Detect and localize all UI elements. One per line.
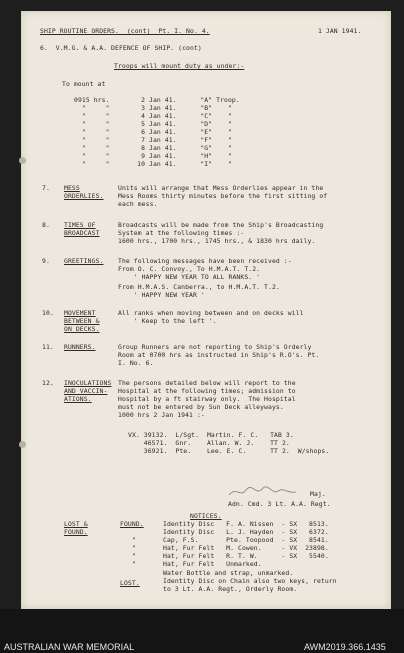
header-title: SHIP ROUTINE ORDERS. (cont) Pt. I. No. 4. (40, 27, 210, 35)
found-item: Hat, Fur Felt M. Cowen. - VX 23898. (163, 544, 329, 552)
person-row: VX. 39132. L/Sgt. Martin. F. C. TAB 3. (128, 431, 294, 439)
lost-found-heading: FOUND. (64, 528, 88, 536)
section-12-text: The persons detailed below will report to the (118, 379, 296, 387)
lost-found-heading: LOST & (64, 520, 88, 528)
archive-footer (0, 609, 404, 653)
section-10-text: ' Keep to the left '. (118, 317, 217, 325)
found-heading: FOUND. (120, 520, 144, 528)
section-9-text: The following messages have been received :- (118, 257, 292, 265)
section-12-heading: INOCULATIONS (64, 379, 112, 387)
section-12-heading: ATIONS. (64, 395, 92, 403)
section-11-text: Group Runners are not reporting to Ship's Orderly (118, 343, 312, 351)
duty-row: " " 4 Jan 41. "C" " (74, 112, 232, 120)
lost-item: Water Bottle and strap, unmarked. (163, 569, 294, 577)
section-10-text: All ranks when moving between and on decks will (118, 309, 304, 317)
section-6-intro: Troops will mount duty as under:- (114, 62, 245, 70)
section-8-text: 1600 hrs., 1700 hrs., 1745 hrs., & 1830 hrs daily. (118, 237, 316, 245)
footer-accession: AWM2019.366.1435 (304, 642, 386, 652)
handwritten-signature (226, 484, 306, 500)
header-date: 1 JAN 1941. (318, 27, 362, 35)
section-11-text: I. No. 6. (118, 359, 154, 367)
found-item: Identity Disc L. J. Hayden - SX 6372. (163, 528, 329, 536)
duty-row: " " 5 Jan 41. "D" " (74, 120, 232, 128)
duty-row: " " 7 Jan 41. "F" " (74, 136, 232, 144)
section-12-text: 1000 hrs 2 Jan 1941 :- (118, 411, 205, 419)
duty-row: " " 9 Jan 41. "H" " (74, 152, 232, 160)
section-12-text: must not be entered by Sun Deck alleyways. (118, 403, 284, 411)
section-6-heading: 6. V.M.G. & A.A. DEFENCE OF SHIP. (cont) (40, 44, 202, 52)
found-item: Cap, F.S. Pte. Toopood - SX 8541. (163, 536, 329, 544)
section-7-text: Units will arrange that Mess Orderlies appear in the (118, 184, 324, 192)
notices-title: NOTICES. (190, 512, 222, 520)
found-item: Identity Disc F. A. Nissen - SX 8513. (163, 520, 329, 528)
punch-hole (19, 441, 26, 448)
section-10-heading: BETWEEN & (64, 317, 100, 325)
person-row: 46571. Gnr. Allan. W. J. TT 2. (128, 439, 290, 447)
section-11-number: 11. (42, 343, 54, 351)
section-9-text: From H.M.A.S. Canberra., to H.M.A.T. T.2. (118, 283, 280, 291)
duty-row: 0915 hrs. 2 Jan 41. "A" Troop. (74, 96, 240, 104)
duty-row: " " 6 Jan 41. "E" " (74, 128, 232, 136)
section-9-text: From O. C. Convoy., To H.M.A.T. T.2. (118, 265, 261, 273)
section-11-text: Room at 0700 hrs as instructed in Ship's R.O's. Pt. (118, 351, 320, 359)
section-9-text: ' HAPPY NEW YEAR TO ALL RANKS. ' (118, 273, 261, 281)
punch-hole (19, 157, 26, 164)
lost-item: Identity Disc on Chain also two keys, return (163, 577, 337, 585)
ditto-mark: " (132, 560, 136, 568)
section-9-text: ' HAPPY NEW YEAR ' (118, 291, 205, 299)
section-7-number: 7. (42, 184, 50, 192)
footer-institution: AUSTRALIAN WAR MEMORIAL (4, 642, 135, 652)
section-8-heading: TIMES OF (64, 221, 96, 229)
section-8-number: 8. (42, 221, 50, 229)
lost-item: to 3 Lt. A.A. Regt., Orderly Room. (163, 585, 298, 593)
section-7-text: each mess. (118, 200, 158, 208)
section-7-text: Mess Rooms thirty minutes before the first sitting of (118, 192, 328, 200)
lost-heading: LOST. (120, 579, 140, 587)
section-11-heading: RUNNERS. (64, 343, 96, 351)
section-10-heading: MOVEMENT (64, 309, 96, 317)
duty-row: " " 10 Jan 41. "I" " (74, 160, 232, 168)
section-8-heading: BROADCAST (64, 229, 100, 237)
section-7-heading: MESS (64, 184, 80, 192)
section-12-text: Hospital by a ft stairway only. The Hospital (118, 395, 296, 403)
section-8-text: System at the following times :- (118, 229, 245, 237)
ditto-mark: " (132, 552, 136, 560)
ditto-mark: " (132, 536, 136, 544)
section-12-text: Hospital at the following times; admission to (118, 387, 296, 395)
section-9-number: 9. (42, 257, 50, 265)
found-item: Hat, Fur Felt Unmarked. (163, 560, 262, 568)
signature-title: Adn. Cmd. 3 Lt. A.A. Regt. (228, 500, 331, 508)
found-item: Hat, Fur Felt R. T. W. - SX 5540. (163, 552, 329, 560)
section-7-heading: ORDERLIES. (64, 192, 104, 200)
section-10-heading: ON DECKS. (64, 325, 100, 333)
section-8-text: Broadcasts will be made from the Ship's Broadcasting (118, 221, 324, 229)
section-10-number: 10. (42, 309, 54, 317)
duty-row: " " 8 Jan 41. "G" " (74, 144, 232, 152)
section-12-heading: AND VACCIN- (64, 387, 108, 395)
person-row: 36921. Pte. Lee. E. C. TT 2. W/shops. (128, 447, 330, 455)
section-12-number: 12. (42, 379, 54, 387)
section-6-to-mount: To mount at (62, 80, 106, 88)
duty-row: " " 3 Jan 41. "B" " (74, 104, 232, 112)
ditto-mark: " (132, 544, 136, 552)
signature-rank: Maj. (310, 490, 326, 498)
section-9-heading: GREETINGS. (64, 257, 104, 265)
